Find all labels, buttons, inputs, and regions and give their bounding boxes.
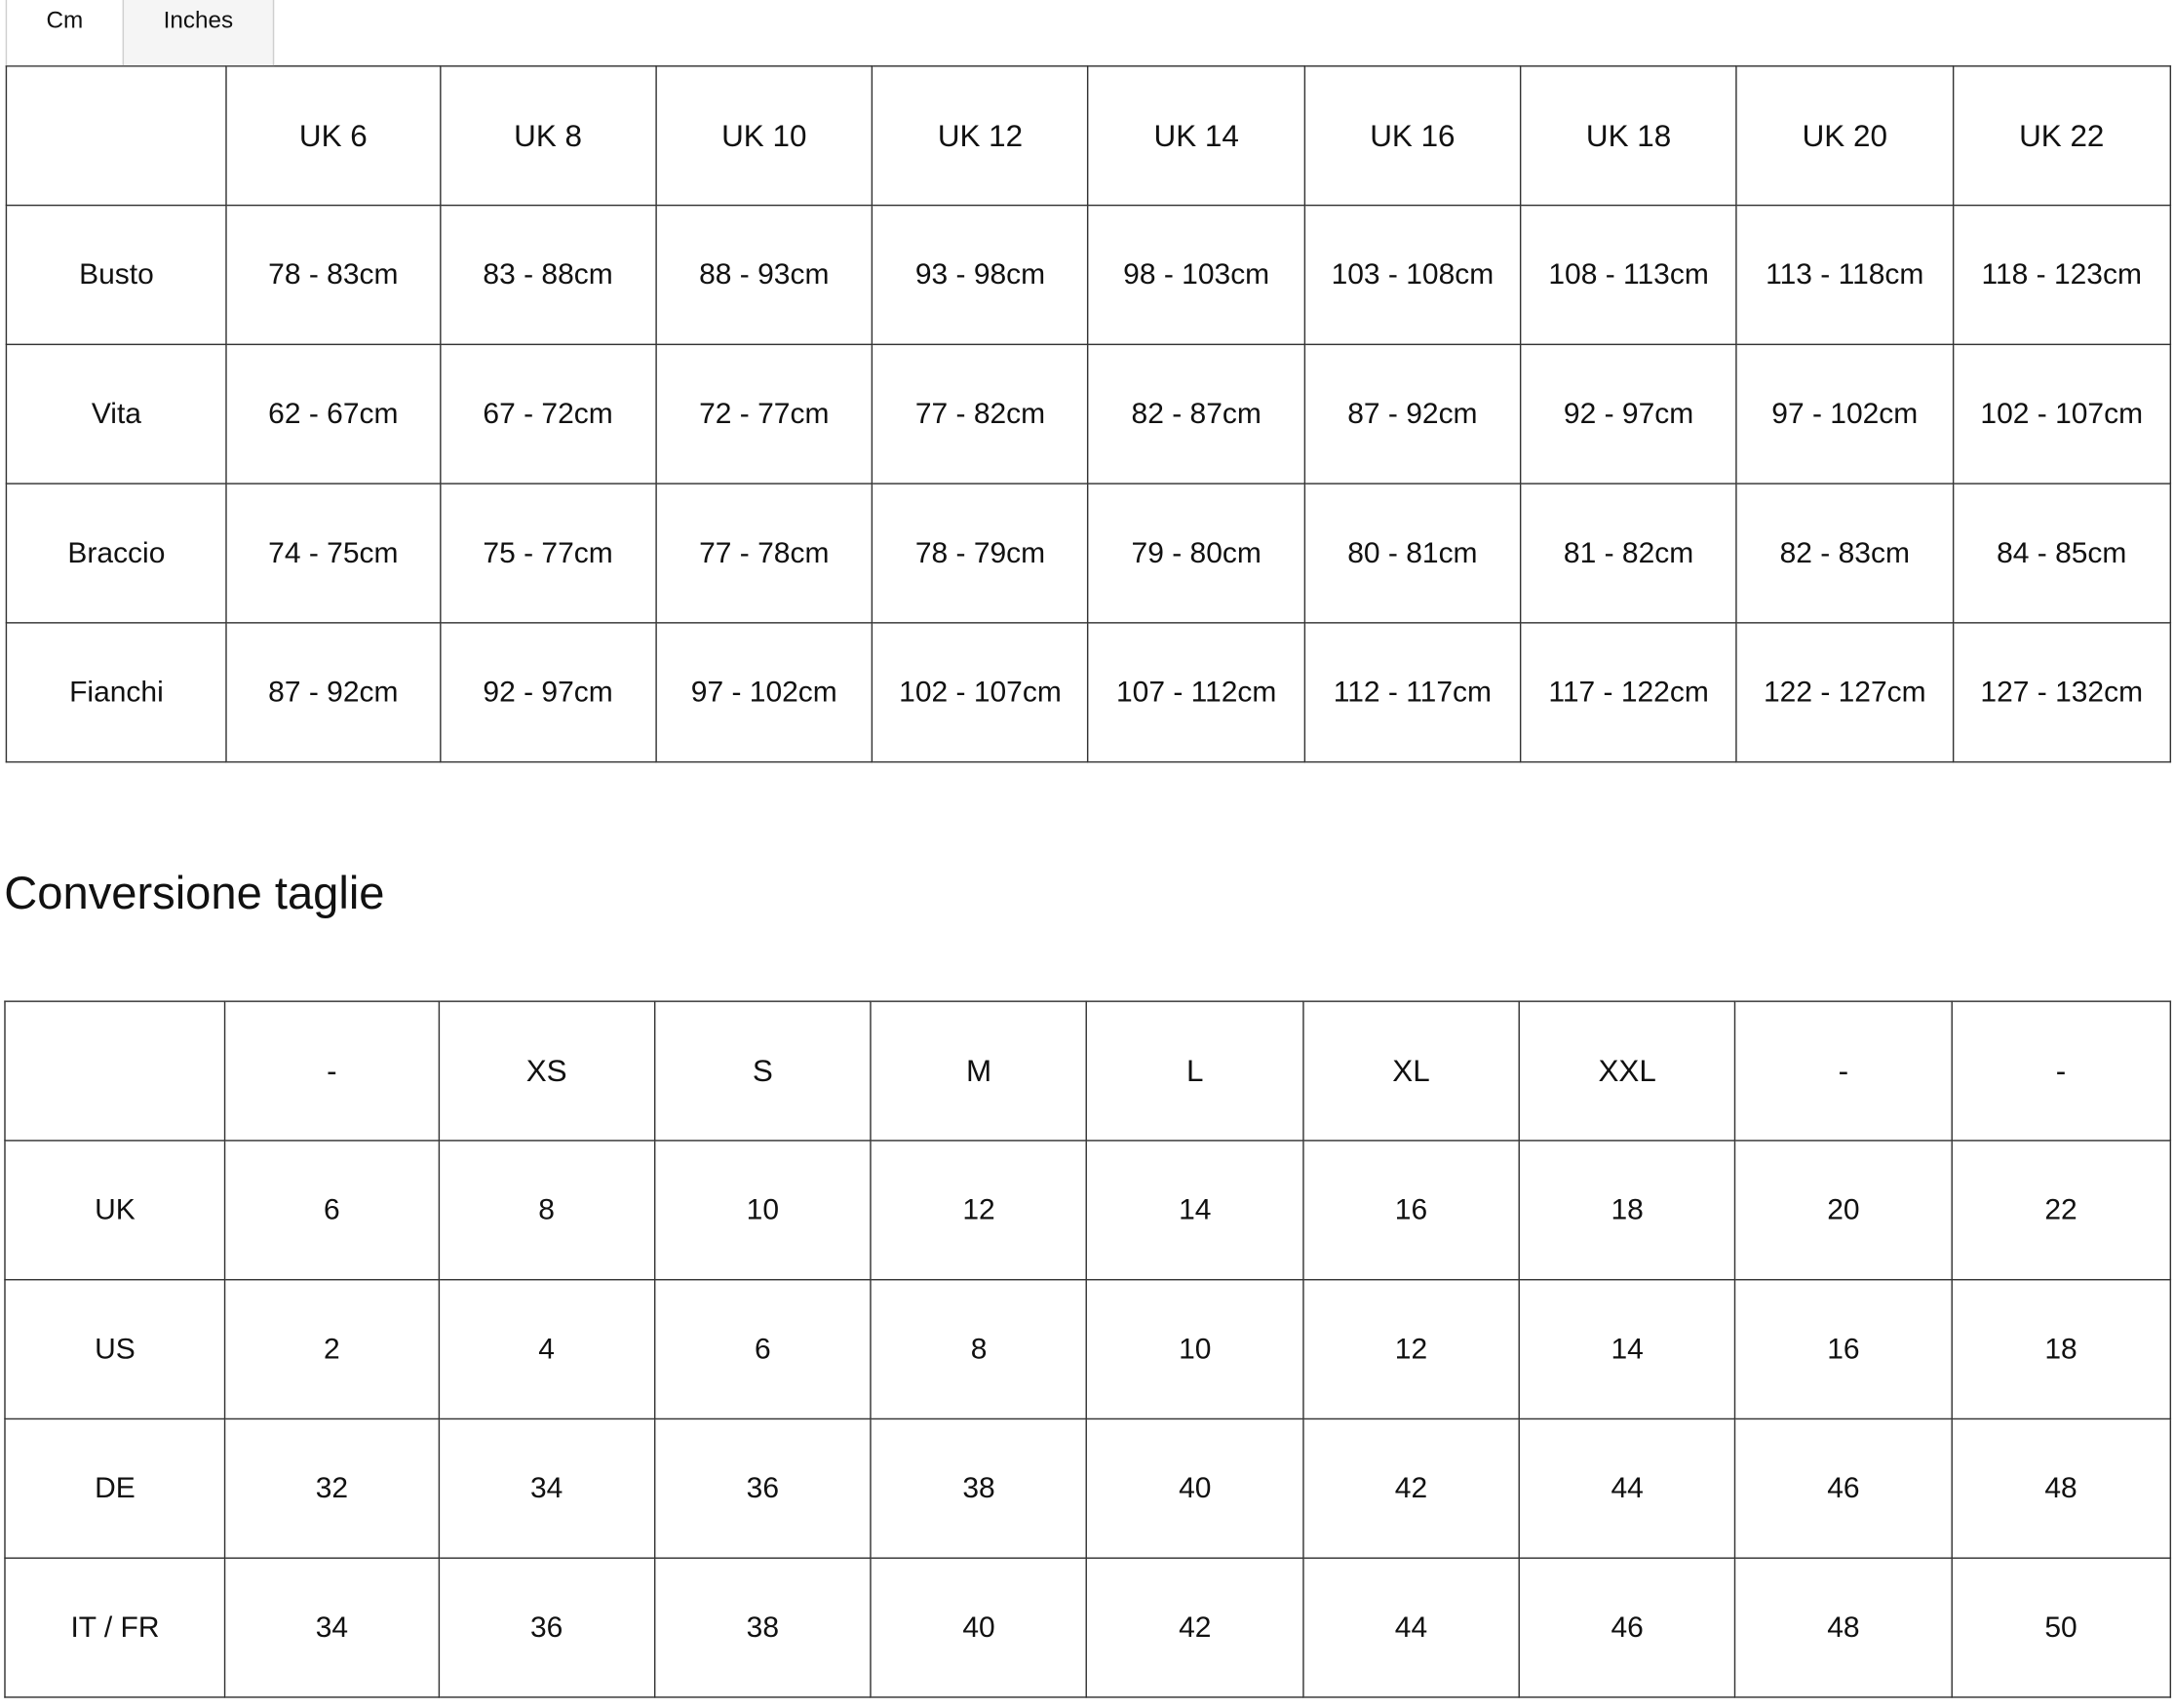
table-cell: 44 xyxy=(1519,1418,1735,1558)
table-cell: 82 - 87cm xyxy=(1088,344,1304,484)
table-cell: 74 - 75cm xyxy=(226,484,440,623)
table-cell: 14 xyxy=(1519,1280,1735,1419)
table-cell: 10 xyxy=(655,1141,872,1280)
table-cell: 46 xyxy=(1519,1558,1735,1697)
size-chart-column-header: UK 16 xyxy=(1304,66,1521,206)
table-cell: 40 xyxy=(871,1558,1087,1697)
table-row xyxy=(5,1418,2170,1558)
conversion-section-header xyxy=(0,762,2174,1000)
table-row xyxy=(5,1280,2170,1419)
size-chart-table xyxy=(6,65,2171,762)
table-cell: 44 xyxy=(1303,1558,1520,1697)
tab-inches[interactable]: Inches xyxy=(123,0,275,65)
table-cell: 113 - 118cm xyxy=(1736,206,1953,345)
table-row xyxy=(5,1141,2170,1280)
table-cell: 62 - 67cm xyxy=(226,344,440,484)
table-cell: 103 - 108cm xyxy=(1304,206,1521,345)
conversion-row-label: IT / FR xyxy=(5,1558,225,1697)
table-cell: 92 - 97cm xyxy=(1521,344,1737,484)
table-cell: 10 xyxy=(1087,1280,1303,1419)
table-cell: 4 xyxy=(439,1280,655,1419)
table-cell: 118 - 123cm xyxy=(1953,206,2170,345)
conversion-column-header: XS xyxy=(439,1001,655,1141)
table-cell: 98 - 103cm xyxy=(1088,206,1304,345)
size-chart-column-header: UK 8 xyxy=(440,66,656,206)
table-cell: 87 - 92cm xyxy=(1304,344,1521,484)
size-chart-column-header: UK 20 xyxy=(1736,66,1953,206)
table-cell: 46 xyxy=(1735,1418,1952,1558)
table-cell: 97 - 102cm xyxy=(656,623,873,762)
size-chart-column-header: UK 22 xyxy=(1953,66,2170,206)
table-cell: 127 - 132cm xyxy=(1953,623,2170,762)
table-cell: 83 - 88cm xyxy=(440,206,656,345)
table-cell: 42 xyxy=(1087,1558,1303,1697)
conversion-column-header: - xyxy=(225,1001,439,1141)
table-cell: 84 - 85cm xyxy=(1953,484,2170,623)
conversion-column-header: - xyxy=(1952,1001,2171,1141)
table-cell: 2 xyxy=(225,1280,439,1419)
table-cell: 6 xyxy=(655,1280,872,1419)
conversion-corner-cell xyxy=(5,1001,225,1141)
table-cell: 81 - 82cm xyxy=(1521,484,1737,623)
table-cell: 72 - 77cm xyxy=(656,344,873,484)
table-cell: 122 - 127cm xyxy=(1736,623,1953,762)
size-conversion-table xyxy=(4,1000,2171,1697)
tab-cm[interactable]: Cm xyxy=(6,0,123,65)
table-cell: 12 xyxy=(1303,1280,1520,1419)
table-cell: 34 xyxy=(439,1418,655,1558)
table-cell: 8 xyxy=(871,1280,1087,1419)
size-chart-header-row xyxy=(6,66,2170,206)
conversion-header-row xyxy=(5,1001,2170,1141)
table-cell: 108 - 113cm xyxy=(1521,206,1737,345)
table-cell: 50 xyxy=(1952,1558,2171,1697)
table-cell: 75 - 77cm xyxy=(440,484,656,623)
table-cell: 93 - 98cm xyxy=(873,206,1089,345)
conversion-column-header: M xyxy=(871,1001,1087,1141)
table-cell: 12 xyxy=(871,1141,1087,1280)
table-cell: 107 - 112cm xyxy=(1088,623,1304,762)
table-cell: 67 - 72cm xyxy=(440,344,656,484)
table-cell: 97 - 102cm xyxy=(1736,344,1953,484)
conversion-row-label: DE xyxy=(5,1418,225,1558)
table-cell: 92 - 97cm xyxy=(440,623,656,762)
table-cell: 34 xyxy=(225,1558,439,1697)
table-cell: 36 xyxy=(439,1558,655,1697)
table-cell: 77 - 78cm xyxy=(656,484,873,623)
table-cell: 48 xyxy=(1952,1418,2171,1558)
table-cell: 22 xyxy=(1952,1141,2171,1280)
table-cell: 14 xyxy=(1087,1141,1303,1280)
table-cell: 77 - 82cm xyxy=(873,344,1089,484)
table-cell: 87 - 92cm xyxy=(226,623,440,762)
conversion-column-header: S xyxy=(655,1001,872,1141)
table-cell: 18 xyxy=(1519,1141,1735,1280)
table-cell: 79 - 80cm xyxy=(1088,484,1304,623)
size-chart-column-header: UK 10 xyxy=(656,66,873,206)
table-cell: 8 xyxy=(439,1141,655,1280)
table-cell: 102 - 107cm xyxy=(1953,344,2170,484)
table-cell: 80 - 81cm xyxy=(1304,484,1521,623)
size-chart-row-label: Vita xyxy=(6,344,226,484)
table-row xyxy=(6,344,2170,484)
size-chart-column-header: UK 12 xyxy=(873,66,1089,206)
table-cell: 16 xyxy=(1735,1280,1952,1419)
conversion-column-header: - xyxy=(1735,1001,1952,1141)
conversion-row-label: UK xyxy=(5,1141,225,1280)
table-row xyxy=(6,623,2170,762)
table-cell: 38 xyxy=(655,1558,872,1697)
conversion-title: Conversione taglie xyxy=(4,867,385,919)
size-chart-corner-cell xyxy=(6,66,226,206)
conversion-row-label: US xyxy=(5,1280,225,1419)
size-chart-row-label: Braccio xyxy=(6,484,226,623)
conversion-column-header: XL xyxy=(1303,1001,1520,1141)
table-row xyxy=(6,206,2170,345)
table-cell: 102 - 107cm xyxy=(873,623,1089,762)
table-cell: 6 xyxy=(225,1141,439,1280)
conversion-column-header: L xyxy=(1087,1001,1303,1141)
size-chart-column-header: UK 6 xyxy=(226,66,440,206)
table-cell: 88 - 93cm xyxy=(656,206,873,345)
unit-tabs xyxy=(0,0,2174,65)
table-cell: 38 xyxy=(871,1418,1087,1558)
table-cell: 32 xyxy=(225,1418,439,1558)
table-cell: 112 - 117cm xyxy=(1304,623,1521,762)
size-chart-column-header: UK 18 xyxy=(1521,66,1737,206)
table-cell: 78 - 83cm xyxy=(226,206,440,345)
table-row xyxy=(5,1558,2170,1697)
table-cell: 117 - 122cm xyxy=(1521,623,1737,762)
table-cell: 82 - 83cm xyxy=(1736,484,1953,623)
table-cell: 16 xyxy=(1303,1141,1520,1280)
table-cell: 18 xyxy=(1952,1280,2171,1419)
size-chart-row-label: Busto xyxy=(6,206,226,345)
table-row xyxy=(6,484,2170,623)
conversion-column-header: XXL xyxy=(1519,1001,1735,1141)
table-cell: 78 - 79cm xyxy=(873,484,1089,623)
size-chart-row-label: Fianchi xyxy=(6,623,226,762)
table-cell: 36 xyxy=(655,1418,872,1558)
table-cell: 48 xyxy=(1735,1558,1952,1697)
table-cell: 20 xyxy=(1735,1141,1952,1280)
table-cell: 40 xyxy=(1087,1418,1303,1558)
size-chart-column-header: UK 14 xyxy=(1088,66,1304,206)
table-cell: 42 xyxy=(1303,1418,1520,1558)
